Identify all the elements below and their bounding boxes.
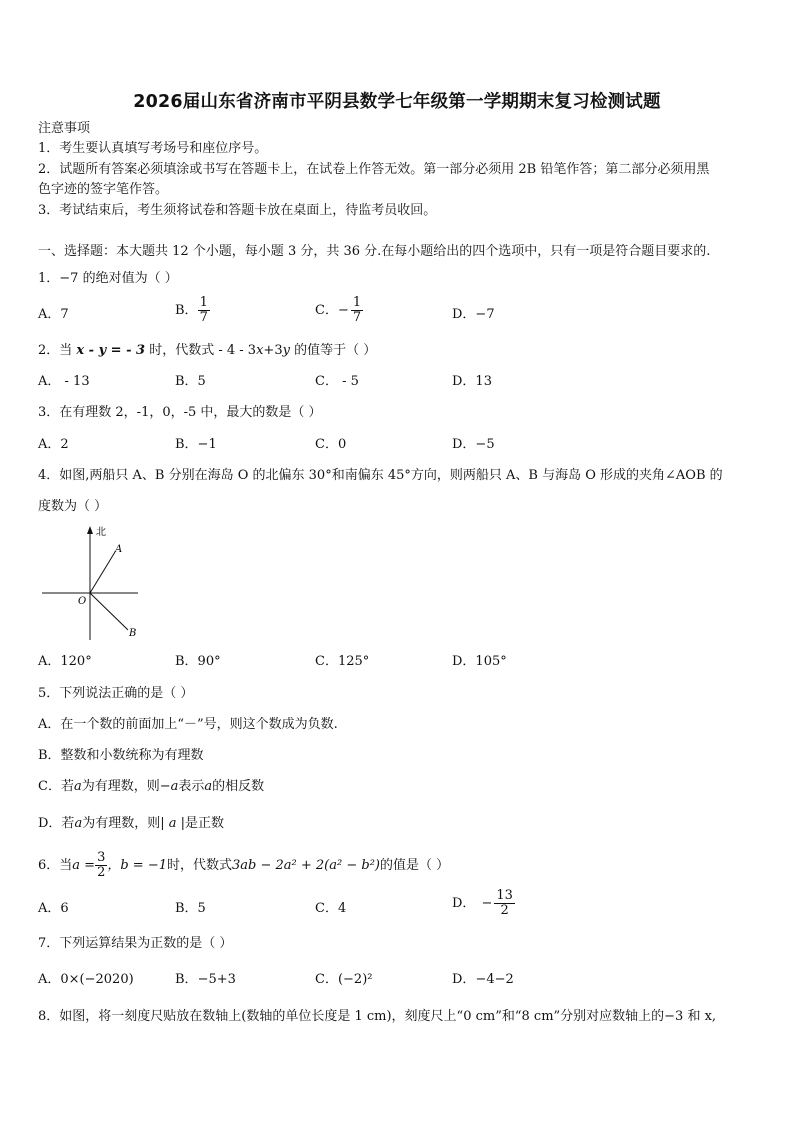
q7-option-c [315,971,372,989]
q6-stem-pre: 6．当 [38,858,73,873]
q4-option-b: B．90° [175,654,221,669]
q7-b-label: B． [175,972,198,987]
notice-heading: 注意事项 [38,121,91,136]
figure-label-o: O [78,596,87,607]
north-arrow-icon [87,526,93,534]
q7-option-d [452,971,514,989]
q5-d-abs: | a | [160,816,185,831]
notice-item-2: 2．试题所有答案必须填涂或书写在答题卡上，在试卷上作答无效。第一部分必须用 2B 铅笔作答；第二部分必须用黑 [38,162,710,177]
q3-option-d: D．−5 [452,437,495,452]
q6-b-eq: ，b = −1 [107,858,167,873]
q2-stem-x: x [256,343,264,358]
q1-stem: 1．−7 的绝对值为（ ） [38,271,178,286]
q5-option-b: B．整数和小数统称为有理数 [38,748,204,763]
q4-option-a: A．120° [38,654,92,669]
q7-stem: 7．下列运算结果为正数的是（ ） [38,936,233,951]
q1-option-c-label: C． [315,303,338,318]
q6-d-num: 13 [496,888,513,903]
q2-stem-expr: x - y = - 3 [76,343,146,358]
q7-b-expr: −5+3 [197,972,236,987]
q5-c-a: a [73,779,82,794]
section-heading: 一、选择题：本大题共 12 个小题，每小题 3 分，共 36 分.在每小题给出的四个选项中，只有一项是符合题目要求的. [38,244,711,259]
q5-c-mid2: 表示 [178,779,205,794]
q5-d-a: a [74,816,83,831]
q6-stem-mid: 时，代数式 [167,858,233,873]
q2-option-a: A． - 13 [38,374,90,389]
figure-label-north: 北 [96,527,106,538]
q6-stem-post: 的值是（ ） [379,858,450,873]
q6-stem [38,848,449,884]
q6-option-b: B．5 [175,901,206,916]
q5-stem: 5．下列说法正确的是（ ） [38,686,194,701]
q1-b-num: 1 [199,295,208,310]
q6-a-num: 3 [97,850,106,865]
q5-c-mid: 为有理数，则 [81,779,160,794]
q7-a-expr: 0×(−2020) [60,972,134,987]
q1-b-den: 7 [199,310,208,325]
q5-d-post: 是正数 [185,816,225,831]
q6-a-fraction [95,851,107,880]
ray-oa [90,552,115,593]
q3-stem: 3．在有理数 2，-1，0，-5 中，最大的数是（ ） [38,405,322,420]
q6-d-sign: − [481,895,493,911]
q7-option-b [175,971,236,989]
q5-option-c [38,778,264,796]
page-title: 2026届山东省济南市平阴县数学七年级第一学期期末复习检测试题 [133,92,661,112]
q5-c-pre: C．若 [38,779,74,794]
q7-option-a [38,971,134,989]
q7-c-label: C． [315,972,338,987]
q1-option-b-label: B． [175,303,198,318]
q4-option-d: D．105° [452,654,507,669]
q5-option-d [38,815,224,833]
q8-stem: 8．如图，将一刻度尺贴放在数轴上(数轴的单位长度是 1 cm)，刻度尺上“0 cm”和“8 cm”分别对应数轴上的−3 和 x, [38,1009,717,1024]
q6-d-fraction [494,889,515,918]
q6-a-eq: a = [72,858,96,873]
q7-d-expr: −4−2 [475,972,514,987]
q2-option-d: D．13 [452,374,492,389]
q5-c-a2: a [204,779,213,794]
q6-d-label: D． [452,895,476,911]
notice-item-3: 3．考试结束后，考生须将试卷和答题卡放在桌面上，待监考员收回。 [38,203,437,218]
q1-option-a: A．7 [38,307,69,322]
q2-stem [38,342,376,360]
q1-c-num: 1 [352,295,362,310]
q6-option-d [452,889,515,918]
q2-stem-y: y [282,343,290,358]
q2-option-b: B．5 [175,374,206,389]
q7-c-expr: (−2)² [337,972,373,987]
q7-d-label: D． [452,972,476,987]
q4-stem: 4．如图,两船只 A、B 分别在海岛 O 的北偏东 30°和南偏东 45°方向，则两船只 A、B 与海岛 O 形成的夹角∠AOB 的 [38,468,723,483]
q1-c-sign: − [337,302,349,318]
q4-stem-cont: 度数为（ ） [38,499,108,514]
notice-item-1: 1．考生要认真填写考场号和座位序号。 [38,141,268,156]
figure-label-b: B [129,628,137,639]
q3-option-c: C．0 [315,437,347,452]
q5-d-mid: 为有理数，则 [82,816,161,831]
q4-figure [38,522,148,642]
q6-d-den: 2 [500,903,509,918]
q2-stem-pre: 2．当 [38,343,77,358]
q2-stem-post: 的值等于（ ） [289,343,377,358]
q5-c-neg: −a [159,779,179,794]
q5-d-pre: D．若 [38,816,75,831]
q1-option-b-fraction [198,296,210,325]
q2-stem-mid: 时，代数式 - 4 - 3 [145,343,257,358]
q1-option-d: D．−7 [452,307,495,322]
q5-option-a: A．在一个数的前面加上“－”号，则这个数成为负数. [38,717,338,732]
q2-stem-plus: +3 [263,343,283,358]
q3-option-b: B．−1 [175,437,217,452]
q1-option-c [315,296,363,325]
q3-option-a: A．2 [38,437,69,452]
q5-c-post: 的相反数 [212,779,265,794]
q6-a-den: 2 [97,865,106,880]
q7-a-label: A． [38,972,61,987]
q6-option-c: C．4 [315,901,347,916]
q6-expr: 3ab − 2a² + 2(a² − b²) [232,858,380,873]
q1-option-c-fraction [351,296,363,325]
q1-option-b [175,296,210,325]
q4-option-c: C．125° [315,654,370,669]
notice-item-2-cont: 色字迹的签字笔作答。 [38,182,169,197]
figure-label-a: A [115,544,123,555]
q2-option-c: C． - 5 [315,374,359,389]
q1-c-den: 7 [352,310,362,325]
ray-ob [90,593,128,630]
q6-option-a: A．6 [38,901,69,916]
